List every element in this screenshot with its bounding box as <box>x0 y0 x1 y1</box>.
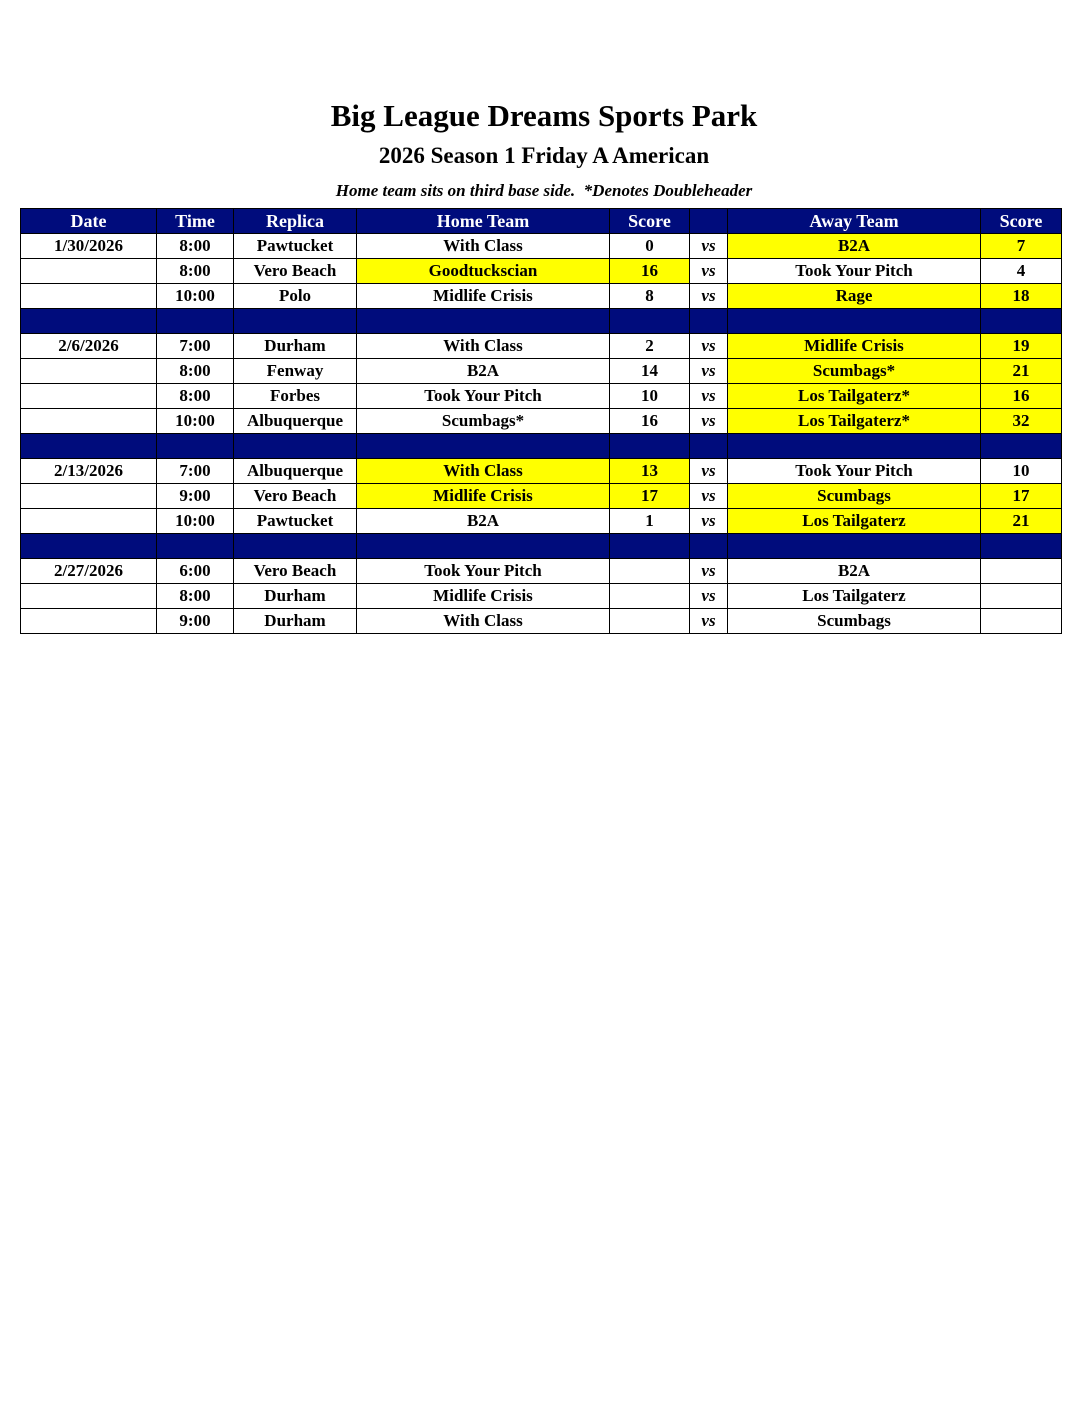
away-team-cell: Took Your Pitch <box>728 259 981 284</box>
away-score-cell: 32 <box>981 409 1062 434</box>
table-row <box>21 334 1062 359</box>
separator-cell <box>690 434 728 459</box>
replica-cell: Pawtucket <box>234 509 357 534</box>
home-score-cell: 10 <box>610 384 690 409</box>
away-score-cell <box>981 584 1062 609</box>
away-score-cell: 10 <box>981 459 1062 484</box>
date-cell <box>21 509 157 534</box>
schedule-table <box>20 208 1062 634</box>
separator-cell <box>234 309 357 334</box>
away-score-cell: 21 <box>981 359 1062 384</box>
separator-cell <box>21 309 157 334</box>
away-team-cell: Scumbags* <box>728 359 981 384</box>
time-cell: 8:00 <box>157 234 234 259</box>
date-cell <box>21 484 157 509</box>
table-row <box>21 559 1062 584</box>
separator-cell <box>728 434 981 459</box>
home-team-cell: With Class <box>357 459 610 484</box>
date-cell: 2/6/2026 <box>21 334 157 359</box>
vs-cell: vs <box>690 509 728 534</box>
separator-cell <box>728 309 981 334</box>
time-cell: 8:00 <box>157 384 234 409</box>
away-team-cell: Los Tailgaterz <box>728 584 981 609</box>
table-row <box>21 409 1062 434</box>
away-score-cell: 18 <box>981 284 1062 309</box>
table-row <box>21 484 1062 509</box>
time-cell: 7:00 <box>157 459 234 484</box>
home-score-cell: 14 <box>610 359 690 384</box>
col-replica: Replica <box>234 209 357 234</box>
separator-cell <box>610 534 690 559</box>
home-team-cell: With Class <box>357 609 610 634</box>
home-score-cell: 1 <box>610 509 690 534</box>
away-score-cell: 21 <box>981 509 1062 534</box>
time-cell: 10:00 <box>157 284 234 309</box>
date-cell <box>21 259 157 284</box>
away-team-cell: B2A <box>728 559 981 584</box>
replica-cell: Durham <box>234 334 357 359</box>
separator-cell <box>690 534 728 559</box>
vs-cell: vs <box>690 459 728 484</box>
table-row <box>21 584 1062 609</box>
home-team-cell: Midlife Crisis <box>357 284 610 309</box>
separator-cell <box>981 434 1062 459</box>
home-score-cell: 0 <box>610 234 690 259</box>
vs-cell: vs <box>690 234 728 259</box>
separator-cell <box>610 309 690 334</box>
vs-cell: vs <box>690 259 728 284</box>
home-score-cell: 16 <box>610 409 690 434</box>
schedule-body <box>21 234 1062 634</box>
vs-cell: vs <box>690 334 728 359</box>
table-row <box>21 459 1062 484</box>
col-time: Time <box>157 209 234 234</box>
date-cell: 2/27/2026 <box>21 559 157 584</box>
home-team-cell: Goodtuckscian <box>357 259 610 284</box>
date-cell <box>21 359 157 384</box>
home-score-cell <box>610 609 690 634</box>
vs-cell: vs <box>690 409 728 434</box>
away-team-cell: Los Tailgaterz* <box>728 409 981 434</box>
date-cell <box>21 584 157 609</box>
col-home-team: Home Team <box>357 209 610 234</box>
home-team-cell: Took Your Pitch <box>357 384 610 409</box>
home-team-cell: Scumbags* <box>357 409 610 434</box>
time-cell: 7:00 <box>157 334 234 359</box>
away-score-cell: 7 <box>981 234 1062 259</box>
time-cell: 8:00 <box>157 584 234 609</box>
col-date: Date <box>21 209 157 234</box>
separator-cell <box>21 434 157 459</box>
replica-cell: Albuquerque <box>234 459 357 484</box>
date-cell <box>21 284 157 309</box>
date-cell <box>21 609 157 634</box>
replica-cell: Forbes <box>234 384 357 409</box>
separator-cell <box>21 534 157 559</box>
away-score-cell: 19 <box>981 334 1062 359</box>
separator-cell <box>981 309 1062 334</box>
time-cell: 9:00 <box>157 609 234 634</box>
replica-cell: Durham <box>234 584 357 609</box>
away-team-cell: B2A <box>728 234 981 259</box>
away-team-cell: Los Tailgaterz <box>728 509 981 534</box>
date-cell <box>21 409 157 434</box>
vs-cell: vs <box>690 384 728 409</box>
table-row <box>21 259 1062 284</box>
away-team-cell: Took Your Pitch <box>728 459 981 484</box>
table-row <box>21 284 1062 309</box>
table-row <box>21 384 1062 409</box>
replica-cell: Vero Beach <box>234 559 357 584</box>
col-home-score: Score <box>610 209 690 234</box>
col-away-score: Score <box>981 209 1062 234</box>
home-team-cell: With Class <box>357 334 610 359</box>
separator-cell <box>234 434 357 459</box>
home-team-cell: B2A <box>357 359 610 384</box>
replica-cell: Fenway <box>234 359 357 384</box>
separator-cell <box>157 434 234 459</box>
home-score-cell: 8 <box>610 284 690 309</box>
time-cell: 6:00 <box>157 559 234 584</box>
separator-cell <box>357 534 610 559</box>
replica-cell: Vero Beach <box>234 484 357 509</box>
home-score-cell: 16 <box>610 259 690 284</box>
home-score-cell: 13 <box>610 459 690 484</box>
time-cell: 8:00 <box>157 359 234 384</box>
vs-cell: vs <box>690 484 728 509</box>
replica-cell: Vero Beach <box>234 259 357 284</box>
replica-cell: Pawtucket <box>234 234 357 259</box>
separator-cell <box>234 534 357 559</box>
home-team-cell: Took Your Pitch <box>357 559 610 584</box>
vs-cell: vs <box>690 584 728 609</box>
home-score-cell <box>610 584 690 609</box>
time-cell: 10:00 <box>157 509 234 534</box>
separator-cell <box>157 309 234 334</box>
away-team-cell: Midlife Crisis <box>728 334 981 359</box>
replica-cell: Albuquerque <box>234 409 357 434</box>
header-row <box>21 209 1062 234</box>
vs-cell: vs <box>690 359 728 384</box>
away-team-cell: Scumbags <box>728 484 981 509</box>
away-score-cell: 17 <box>981 484 1062 509</box>
table-row <box>21 234 1062 259</box>
away-score-cell: 4 <box>981 259 1062 284</box>
time-cell: 8:00 <box>157 259 234 284</box>
away-score-cell <box>981 559 1062 584</box>
date-cell: 2/13/2026 <box>21 459 157 484</box>
col-away-team: Away Team <box>728 209 981 234</box>
table-row <box>21 359 1062 384</box>
home-score-cell: 2 <box>610 334 690 359</box>
away-score-cell: 16 <box>981 384 1062 409</box>
date-cell: 1/30/2026 <box>21 234 157 259</box>
home-score-cell: 17 <box>610 484 690 509</box>
replica-cell: Durham <box>234 609 357 634</box>
vs-cell: vs <box>690 284 728 309</box>
week-separator-row <box>21 309 1062 334</box>
away-team-cell: Rage <box>728 284 981 309</box>
table-row <box>21 509 1062 534</box>
home-team-cell: With Class <box>357 234 610 259</box>
away-team-cell: Scumbags <box>728 609 981 634</box>
week-separator-row <box>21 434 1062 459</box>
away-score-cell <box>981 609 1062 634</box>
separator-cell <box>357 434 610 459</box>
home-score-cell <box>610 559 690 584</box>
page-title: Big League Dreams Sports Park <box>330 98 758 133</box>
time-cell: 10:00 <box>157 409 234 434</box>
replica-cell: Polo <box>234 284 357 309</box>
col-vs <box>690 209 728 234</box>
separator-cell <box>610 434 690 459</box>
away-team-cell: Los Tailgaterz* <box>728 384 981 409</box>
page-subtitle: 2026 Season 1 Friday A American <box>378 143 710 168</box>
separator-cell <box>981 534 1062 559</box>
home-team-cell: Midlife Crisis <box>357 584 610 609</box>
date-cell <box>21 384 157 409</box>
home-team-cell: B2A <box>357 509 610 534</box>
time-cell: 9:00 <box>157 484 234 509</box>
vs-cell: vs <box>690 609 728 634</box>
week-separator-row <box>21 534 1062 559</box>
separator-cell <box>690 309 728 334</box>
schedule-note: Home team sits on third base side. *Denotes Doubleheader <box>335 181 753 200</box>
separator-cell <box>157 534 234 559</box>
vs-cell: vs <box>690 559 728 584</box>
separator-cell <box>357 309 610 334</box>
table-row <box>21 609 1062 634</box>
separator-cell <box>728 534 981 559</box>
home-team-cell: Midlife Crisis <box>357 484 610 509</box>
